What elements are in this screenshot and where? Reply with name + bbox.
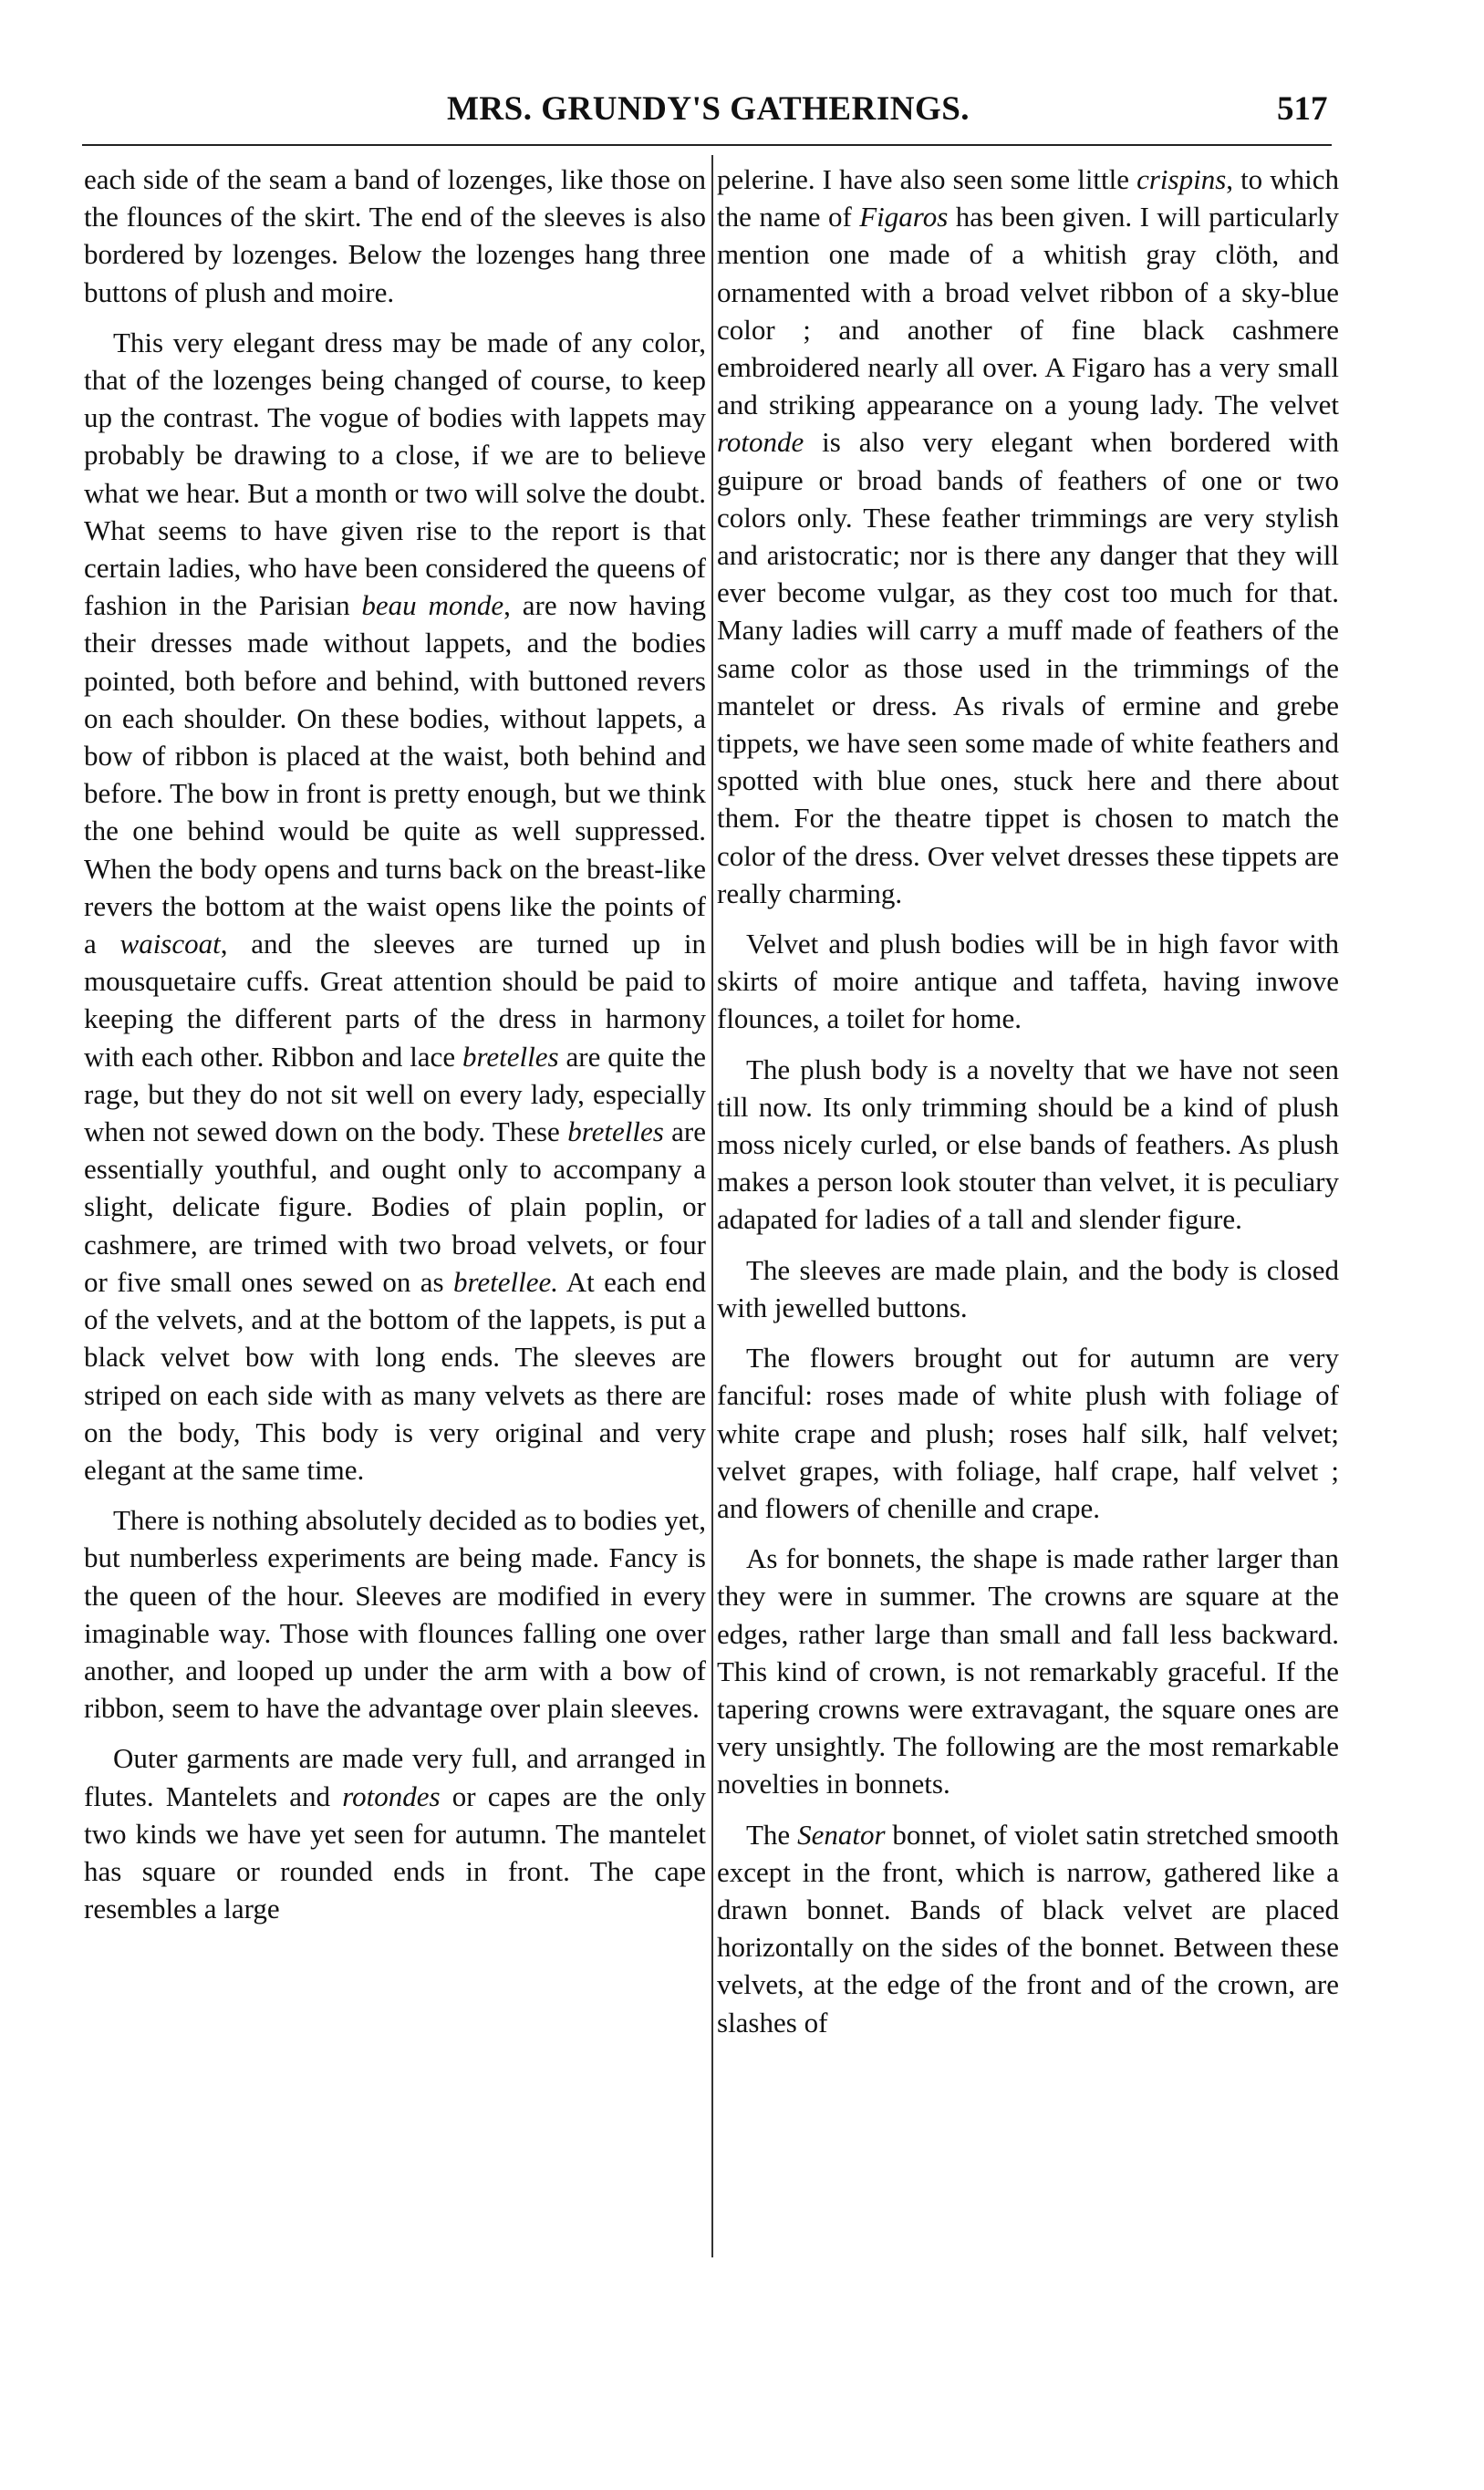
text-run: At each end of the velvets, and at the bottom of the lappets, is put a black velvet bow with long ends. The sleeves are striped on each side with as many velvets as there are on the body, This body is very original and very elegant at the same time. bbox=[84, 1265, 707, 1486]
text-run: pelerine. I have also seen some little bbox=[717, 163, 1137, 195]
italic-text: rotonde bbox=[717, 426, 804, 459]
running-title: MRS. GRUNDY'S GATHERINGS. bbox=[447, 90, 970, 128]
text-run: The bbox=[746, 1818, 798, 1851]
text-run: The flowers brought out for autumn are very fanciful: roses made of white plush with foliage of white crape and plush; roses half silk, half velvet; velvet grapes, with foliage, half crape, half velvet ; and flowers of chenille and crape. bbox=[717, 1342, 1339, 1524]
text-run: Outer garments are made very full, and arranged in flutes. Mantelets and bbox=[84, 1742, 706, 1812]
paragraph bbox=[717, 1251, 1339, 1326]
text-run: has been given. I will particularly mention one made of a whitish gray clöth, and ornamented with a broad velvet ribbon of a sky-blue color ; and another of fine black cashmere embroidered nearly all over. A Figaro has a very small and striking appearance on a young lady. The velvet bbox=[717, 201, 1340, 421]
paragraph bbox=[717, 1051, 1339, 1239]
page-number: 517 bbox=[1277, 90, 1328, 128]
paragraph bbox=[84, 161, 706, 311]
text-run: , and the sleeves are turned up in mousquetaire cuffs. Great attention should be paid to keeping the different parts of the dress in harmony with each other. Ribbon and lace bbox=[84, 928, 706, 1073]
paragraph bbox=[717, 1816, 1339, 2041]
italic-text: waiscoat bbox=[119, 928, 221, 960]
left-column bbox=[84, 161, 706, 1940]
italic-text: bretellee. bbox=[452, 1265, 559, 1298]
text-run: , to which the name of bbox=[717, 163, 1339, 233]
text-run: , are now having their dresses made without lappets, and the bodies pointed, both before and behind, with buttoned revers on each shoulder. On these bodies, without lappets, a bow of ribbon is placed at the waist, both behind and before. The bow in front is pretty enough, but we think the one behind would be quite as well suppressed. When the body opens and turns back on the breast-like revers the bottom at the waist opens like the points of a bbox=[84, 589, 706, 960]
paragraph bbox=[717, 1540, 1339, 1802]
italic-text: bretelles bbox=[567, 1115, 664, 1148]
text-run: are quite the rage, but they do not sit well on every lady, especially when not sewed down on the body. These bbox=[84, 1040, 706, 1148]
paragraph bbox=[717, 161, 1339, 912]
text-run: Velvet and plush bodies will be in high favor with skirts of moire antique and taffeta, having inwove flounces, a toilet for home. bbox=[717, 928, 1339, 1035]
italic-text: rotondes bbox=[342, 1779, 441, 1812]
text-run: bonnet, of violet satin stretched smooth except in the front, which is narrow, gathered like a drawn bonnet. Bands of black velvet are placed horizontally on the sides of the bonnet. Between these velvets, at the edge of the front and of the crown, are slashes of bbox=[717, 1818, 1339, 2039]
italic-text: Senator bbox=[797, 1818, 886, 1851]
paragraph bbox=[84, 324, 706, 1489]
text-run: or capes are the only two kinds we have yet seen for autumn. The mantelet has square or rounded ends in front. The cape resembles a large bbox=[84, 1779, 706, 1925]
text-run: This very elegant dress may be made of any color, that of the lozenges being changed of course, to keep up the contrast. The vogue of bodies with lappets may probably be drawing to a close, if we are to believe what we hear. But a month or two will solve the doubt. What seems to have given rise to the report is that certain ladies, who have been considered the queens of fashion in the Parisian bbox=[84, 326, 706, 622]
text-run: As for bonnets, the shape is made rather larger than they were in summer. The crowns are square at the edges, rather large than small and fall less backward. This kind of crown, is not remarkably graceful. If the tapering crowns were extravagant, the square ones are very unsightly. The following are the most remarkable novelties in bonnets. bbox=[717, 1542, 1339, 1800]
paragraph bbox=[717, 1339, 1339, 1527]
text-run: are essentially youthful, and ought only to accompany a slight, delicate figure. Bodies of plain poplin, or cashmere, are trimed with two broad velvets, or four or five small ones sewed on as bbox=[84, 1115, 706, 1298]
text-run: is also very elegant when bordered with guipure or broad bands of feathers of one or two colors only. These feather trimmings are very stylish and aristocratic; nor is there any danger that they will ever become vulgar, as they cost too much for that. Many ladies will carry a muff made of feathers of the same color as those used in the trimmings of the mantelet or dress. As rivals of ermine and grebe tippets, we have seen some made of white feathers and spotted with blue ones, stuck here and there about them. For the theatre tippet is chosen to match the color of the dress. Over velvet dresses these tippets are really charming. bbox=[717, 426, 1339, 909]
text-run: There is nothing absolutely decided as to bodies yet, but numberless experiments are being made. Fancy is the queen of the hour. Sleeves are modified in every imaginable way. Those with flounces falling one over another, and looped up under the arm with a bow of ribbon, seem to have the advantage over plain sleeves. bbox=[84, 1504, 706, 1725]
header-rule bbox=[82, 144, 1332, 146]
column-divider bbox=[711, 155, 713, 2257]
right-column bbox=[717, 161, 1339, 2054]
text-run: The sleeves are made plain, and the body is closed with jewelled buttons. bbox=[717, 1253, 1339, 1323]
italic-text: crispins bbox=[1136, 163, 1227, 195]
paragraph bbox=[717, 925, 1339, 1038]
paragraph bbox=[84, 1501, 706, 1727]
text-run: each side of the seam a band of lozenges, like those on the flounces of the skirt. The end of the sleeves is also bordered by lozenges. Below the lozenges hang three buttons of plush and moire. bbox=[84, 163, 706, 308]
italic-text: Figaros bbox=[859, 201, 949, 233]
paragraph bbox=[84, 1739, 706, 1927]
text-run: The plush body is a novelty that we have not seen till now. Its only trimming should be a kind of plush moss nicely curled, or else bands of feathers. As plush makes a person look stouter than velvet, it is peculiary adapated for ladies of a tall and slender figure. bbox=[717, 1053, 1339, 1236]
italic-text: beau monde bbox=[361, 589, 504, 622]
italic-text: bretelles bbox=[462, 1040, 559, 1073]
